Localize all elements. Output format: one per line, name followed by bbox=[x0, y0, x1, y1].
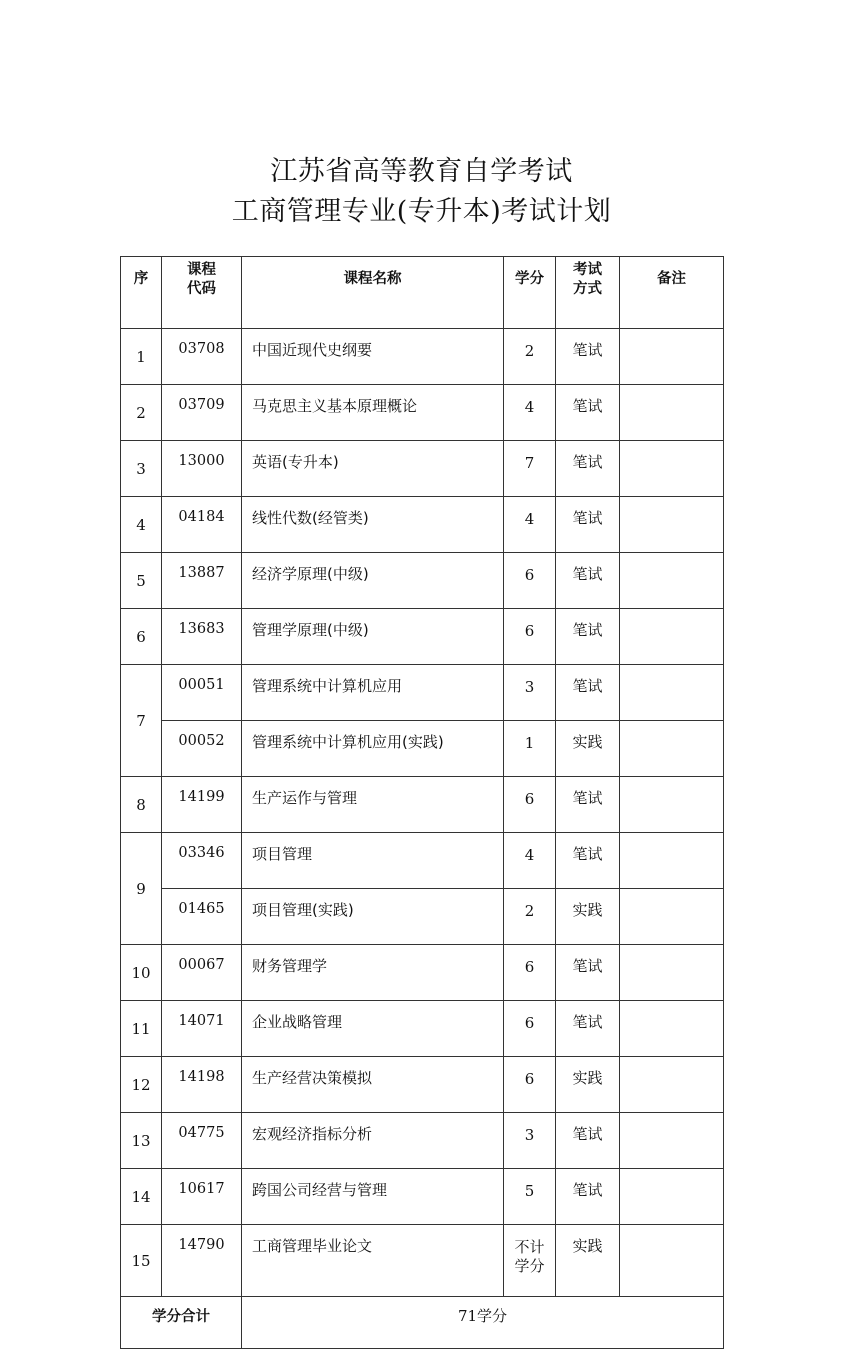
cell-credit: 3 bbox=[504, 665, 556, 721]
cell-num: 8 bbox=[121, 777, 162, 833]
cell-method: 笔试 bbox=[556, 441, 620, 497]
cell-name: 财务管理学 bbox=[242, 945, 504, 1001]
table-row bbox=[121, 609, 724, 665]
cell-name: 项目管理(实践) bbox=[242, 889, 504, 945]
cell-credit: 6 bbox=[504, 945, 556, 1001]
title-line-1: 江苏省高等教育自学考试 bbox=[270, 156, 573, 187]
table-row bbox=[121, 777, 724, 833]
header-method-line1: 考试 bbox=[573, 262, 602, 278]
table-row bbox=[121, 553, 724, 609]
cell-note bbox=[620, 945, 724, 1001]
cell-num: 12 bbox=[121, 1057, 162, 1113]
cell-method: 笔试 bbox=[556, 1113, 620, 1169]
cell-method: 笔试 bbox=[556, 609, 620, 665]
cell-credit: 4 bbox=[504, 385, 556, 441]
cell-code: 03346 bbox=[162, 833, 242, 889]
cell-name: 管理学原理(中级) bbox=[242, 609, 504, 665]
cell-num: 14 bbox=[121, 1169, 162, 1225]
cell-method: 笔试 bbox=[556, 833, 620, 889]
cell-num: 7 bbox=[121, 665, 162, 777]
cell-num: 15 bbox=[121, 1225, 162, 1297]
cell-name: 生产经营决策模拟 bbox=[242, 1057, 504, 1113]
cell-name: 跨国公司经营与管理 bbox=[242, 1169, 504, 1225]
cell-credit: 4 bbox=[504, 497, 556, 553]
cell-code: 14198 bbox=[162, 1057, 242, 1113]
table-row bbox=[121, 721, 724, 777]
cell-credit-line2: 学分 bbox=[514, 1257, 545, 1275]
cell-note bbox=[620, 889, 724, 945]
cell-code: 00067 bbox=[162, 945, 242, 1001]
header-code-line1: 课程 bbox=[187, 262, 216, 278]
cell-note bbox=[620, 385, 724, 441]
cell-credit: 2 bbox=[504, 889, 556, 945]
cell-method: 笔试 bbox=[556, 497, 620, 553]
cell-credit: 6 bbox=[504, 777, 556, 833]
cell-method: 笔试 bbox=[556, 777, 620, 833]
cell-credit-line1: 不计 bbox=[514, 1238, 545, 1256]
cell-num: 1 bbox=[121, 329, 162, 385]
cell-credit: 6 bbox=[504, 553, 556, 609]
cell-code: 10617 bbox=[162, 1169, 242, 1225]
cell-num: 2 bbox=[121, 385, 162, 441]
cell-note bbox=[620, 1057, 724, 1113]
cell-name: 宏观经济指标分析 bbox=[242, 1113, 504, 1169]
header-code bbox=[162, 257, 242, 329]
cell-credit bbox=[504, 1225, 556, 1297]
cell-name: 项目管理 bbox=[242, 833, 504, 889]
cell-credit: 4 bbox=[504, 833, 556, 889]
cell-note bbox=[620, 329, 724, 385]
cell-code: 14199 bbox=[162, 777, 242, 833]
cell-name: 工商管理毕业论文 bbox=[242, 1225, 504, 1297]
table-row bbox=[121, 945, 724, 1001]
cell-name: 生产运作与管理 bbox=[242, 777, 504, 833]
table-row bbox=[121, 889, 724, 945]
cell-num: 11 bbox=[121, 1001, 162, 1057]
cell-code: 03708 bbox=[162, 329, 242, 385]
cell-method: 笔试 bbox=[556, 945, 620, 1001]
table-row bbox=[121, 1113, 724, 1169]
header-name: 课程名称 bbox=[242, 257, 504, 329]
table-row bbox=[121, 497, 724, 553]
cell-method: 实践 bbox=[556, 721, 620, 777]
cell-note bbox=[620, 609, 724, 665]
cell-credit: 2 bbox=[504, 329, 556, 385]
title-line-2: 工商管理专业(专升本)考试计划 bbox=[231, 196, 612, 227]
cell-name: 企业战略管理 bbox=[242, 1001, 504, 1057]
table-row bbox=[121, 1057, 724, 1113]
table-row bbox=[121, 1001, 724, 1057]
cell-name: 管理系统中计算机应用(实践) bbox=[242, 721, 504, 777]
cell-code: 00052 bbox=[162, 721, 242, 777]
cell-name: 管理系统中计算机应用 bbox=[242, 665, 504, 721]
cell-num: 13 bbox=[121, 1113, 162, 1169]
cell-note bbox=[620, 833, 724, 889]
header-code-line2: 代码 bbox=[187, 281, 216, 297]
cell-method: 笔试 bbox=[556, 553, 620, 609]
cell-code: 14071 bbox=[162, 1001, 242, 1057]
cell-note bbox=[620, 1169, 724, 1225]
cell-note bbox=[620, 777, 724, 833]
header-row bbox=[121, 257, 724, 329]
cell-code: 01465 bbox=[162, 889, 242, 945]
cell-method: 实践 bbox=[556, 889, 620, 945]
cell-credit: 6 bbox=[504, 609, 556, 665]
cell-note bbox=[620, 1001, 724, 1057]
table-row bbox=[121, 1225, 724, 1297]
cell-method: 实践 bbox=[556, 1225, 620, 1297]
cell-method: 笔试 bbox=[556, 385, 620, 441]
cell-name: 英语(专升本) bbox=[242, 441, 504, 497]
cell-method: 笔试 bbox=[556, 329, 620, 385]
cell-credit: 7 bbox=[504, 441, 556, 497]
table-row bbox=[121, 329, 724, 385]
header-credit: 学分 bbox=[504, 257, 556, 329]
cell-note bbox=[620, 1113, 724, 1169]
cell-note bbox=[620, 441, 724, 497]
cell-note bbox=[620, 721, 724, 777]
cell-credit: 5 bbox=[504, 1169, 556, 1225]
table-row bbox=[121, 1169, 724, 1225]
cell-note bbox=[620, 665, 724, 721]
cell-credit: 6 bbox=[504, 1001, 556, 1057]
cell-num: 5 bbox=[121, 553, 162, 609]
cell-method: 笔试 bbox=[556, 1001, 620, 1057]
cell-name: 经济学原理(中级) bbox=[242, 553, 504, 609]
cell-code: 04184 bbox=[162, 497, 242, 553]
cell-credit: 1 bbox=[504, 721, 556, 777]
cell-name: 线性代数(经管类) bbox=[242, 497, 504, 553]
cell-name: 中国近现代史纲要 bbox=[242, 329, 504, 385]
cell-code: 14790 bbox=[162, 1225, 242, 1297]
cell-code: 00051 bbox=[162, 665, 242, 721]
document-title bbox=[0, 152, 843, 232]
table-row bbox=[121, 665, 724, 721]
cell-num: 3 bbox=[121, 441, 162, 497]
cell-method: 笔试 bbox=[556, 665, 620, 721]
total-value: 71学分 bbox=[242, 1297, 724, 1349]
cell-num: 10 bbox=[121, 945, 162, 1001]
cell-credit: 6 bbox=[504, 1057, 556, 1113]
header-num: 序 bbox=[121, 257, 162, 329]
header-method bbox=[556, 257, 620, 329]
total-row bbox=[121, 1297, 724, 1349]
cell-credit: 3 bbox=[504, 1113, 556, 1169]
cell-num: 9 bbox=[121, 833, 162, 945]
table-row bbox=[121, 441, 724, 497]
cell-note bbox=[620, 553, 724, 609]
cell-num: 6 bbox=[121, 609, 162, 665]
cell-method: 实践 bbox=[556, 1057, 620, 1113]
cell-code: 13000 bbox=[162, 441, 242, 497]
cell-code: 13683 bbox=[162, 609, 242, 665]
cell-code: 03709 bbox=[162, 385, 242, 441]
cell-num: 4 bbox=[121, 497, 162, 553]
cell-note bbox=[620, 1225, 724, 1297]
exam-plan-table bbox=[120, 256, 724, 1349]
total-label: 学分合计 bbox=[121, 1297, 242, 1349]
cell-code: 13887 bbox=[162, 553, 242, 609]
cell-method: 笔试 bbox=[556, 1169, 620, 1225]
cell-code: 04775 bbox=[162, 1113, 242, 1169]
cell-name: 马克思主义基本原理概论 bbox=[242, 385, 504, 441]
header-method-line2: 方式 bbox=[573, 281, 602, 297]
header-note: 备注 bbox=[620, 257, 724, 329]
table-row bbox=[121, 385, 724, 441]
cell-note bbox=[620, 497, 724, 553]
table-row bbox=[121, 833, 724, 889]
